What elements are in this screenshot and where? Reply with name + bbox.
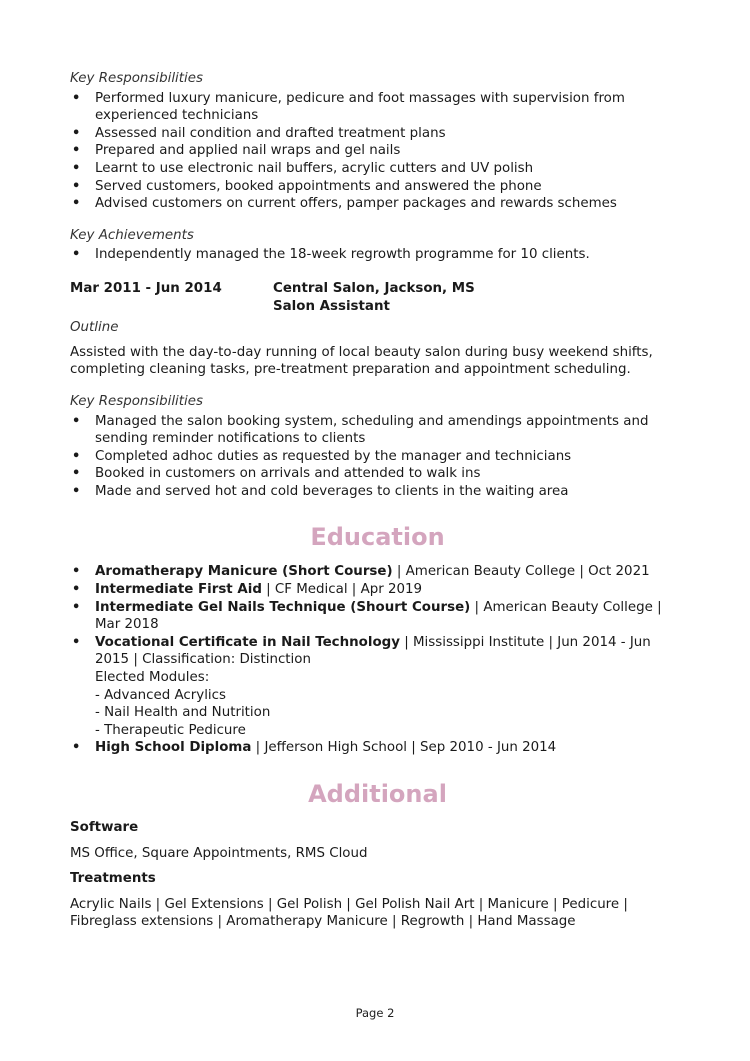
additional-heading: Additional xyxy=(308,780,447,808)
module-item: - Therapeutic Pedicure xyxy=(95,722,246,738)
bullet-icon: • xyxy=(72,564,81,580)
list-item: • Made and served hot and cold beverages to clients in the waiting area xyxy=(72,483,569,499)
bullet-icon: • xyxy=(72,196,81,212)
bullet-icon: • xyxy=(72,483,81,499)
outline-label: Outline xyxy=(70,320,119,336)
bullet-icon: • xyxy=(72,178,81,194)
bullet-icon: • xyxy=(72,466,81,482)
treatments-text: Acrylic Nails | Gel Extensions | Gel Polish | Gel Polish Nail Art | Manicure | Pedicure | Fibreglass extensions | Aromatherapy Manicure | Regrowth | Hand Massage xyxy=(70,896,628,930)
list-item: • Assessed nail condition and drafted treatment plans xyxy=(72,125,446,141)
module-item: - Advanced Acrylics xyxy=(95,687,226,703)
job-dates: Mar 2011 - Jun 2014 xyxy=(70,280,222,296)
bullet-icon: • xyxy=(72,143,81,159)
software-text: MS Office, Square Appointments, RMS Cloud xyxy=(70,845,368,861)
responsibilities-list xyxy=(70,413,685,501)
bullet-icon: • xyxy=(72,599,81,615)
responsibilities-label: Key Responsibilities xyxy=(70,71,203,86)
bullet-icon: • xyxy=(72,90,81,106)
list-item: • Prepared and applied nail wraps and gel nails xyxy=(72,143,401,159)
bullet-icon: • xyxy=(72,634,81,650)
bullet-icon: • xyxy=(72,448,81,464)
modules-label: Elected Modules: xyxy=(95,670,210,686)
bullet-icon: • xyxy=(72,582,81,598)
page-number: Page 2 xyxy=(355,1006,395,1020)
education-item: • High School Diploma | Jefferson High School | Sep 2010 - Jun 2014 xyxy=(72,740,557,756)
responsibilities-list xyxy=(70,90,685,213)
outline-text: Assisted with the day-to-day running of local beauty salon during busy weekend shifts, completing cleaning tasks, pre-treatment preparation and appointment scheduling. xyxy=(70,344,653,378)
list-item: • Performed luxury manicure, pedicure and foot massages with supervision from experienced technicians xyxy=(72,90,625,124)
list-item: • Learnt to use electronic nail buffers, acrylic cutters and UV polish xyxy=(72,160,534,176)
bullet-icon: • xyxy=(72,413,81,429)
list-item: • Advised customers on current offers, pamper packages and rewards schemes xyxy=(72,196,617,212)
list-item: • Booked in customers on arrivals and attended to walk ins xyxy=(72,466,481,482)
resume-page-2 xyxy=(70,70,685,931)
achievements-list xyxy=(70,246,685,264)
list-item: • Independently managed the 18-week regrowth programme for 10 clients. xyxy=(72,247,590,263)
education-item: • Intermediate First Aid | CF Medical | Apr 2019 xyxy=(72,582,423,598)
education-heading: Education xyxy=(310,523,445,552)
education-item: • Intermediate Gel Nails Technique (Shourt Course) | American Beauty College | Mar 2018 xyxy=(72,599,662,633)
education-item: • Aromatherapy Manicure (Short Course) | American Beauty College | Oct 2021 xyxy=(72,564,650,580)
job-header xyxy=(70,280,685,298)
bullet-icon: • xyxy=(72,125,81,141)
list-item: • Completed adhoc duties as requested by the manager and technicians xyxy=(72,448,572,464)
bullet-icon: • xyxy=(72,160,81,176)
treatments-heading: Treatments xyxy=(70,871,156,887)
job-employer: Central Salon, Jackson, MS xyxy=(273,280,475,296)
list-item: • Served customers, booked appointments and answered the phone xyxy=(72,178,542,194)
education-list xyxy=(70,563,685,757)
bullet-icon: • xyxy=(72,247,81,263)
job-title: Salon Assistant xyxy=(273,298,390,314)
software-heading: Software xyxy=(70,820,139,835)
bullet-icon: • xyxy=(72,740,81,756)
achievements-label: Key Achievements xyxy=(70,227,194,243)
list-item: • Managed the salon booking system, scheduling and amendings appointments and sending reminder notifications to clients xyxy=(72,413,649,447)
education-item: • Vocational Certificate in Nail Technology | Mississippi Institute | Jun 2014 - Jun 2015 | Classification: Distinction Elected Modules: - Advanced Acrylics - Nail Health and Nutrition - Therapeutic Pedicure xyxy=(70,634,685,740)
responsibilities-label: Key Responsibilities xyxy=(70,393,203,409)
job-title-row xyxy=(70,298,685,316)
module-item: - Nail Health and Nutrition xyxy=(95,705,271,721)
